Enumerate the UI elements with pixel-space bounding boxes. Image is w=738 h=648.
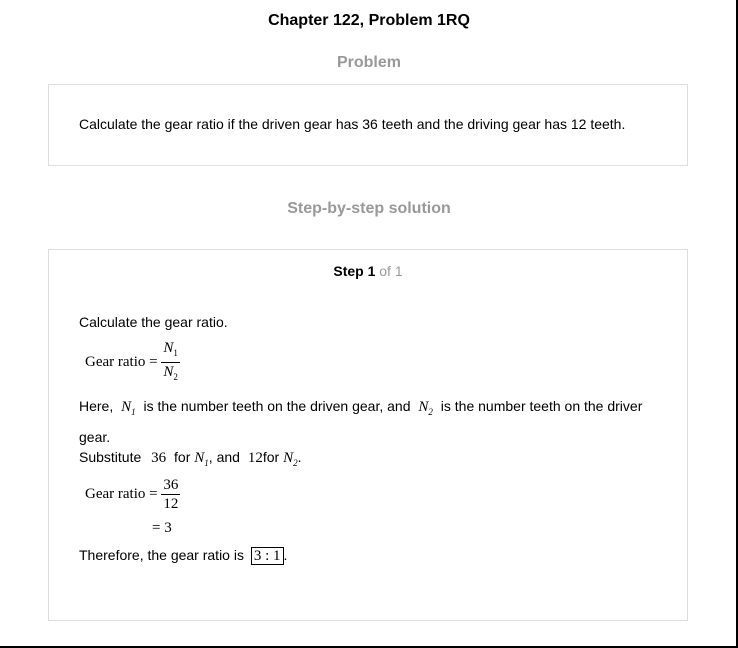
answer-box: 3 : 1 [251, 547, 284, 565]
formula-label-2: Gear ratio = [85, 485, 158, 502]
definition-text [79, 394, 669, 450]
conclusion-prefix: Therefore, the gear ratio is [79, 547, 244, 563]
problem-text: Calculate the gear ratio if the driven gear has 36 teeth and the driving gear has 12 teeth. [79, 116, 626, 132]
period: . [297, 449, 302, 465]
numerator-var: N [163, 340, 174, 356]
intro-text: Calculate the gear ratio. [79, 314, 228, 330]
step-label: Step 1 [333, 263, 376, 279]
step-indicator [49, 263, 687, 279]
value-36: 36 [151, 450, 167, 466]
gear-ratio-formula [85, 339, 180, 386]
formula-label: Gear ratio = [85, 353, 158, 370]
subst-prefix: Substitute [79, 449, 142, 465]
step-of: of 1 [379, 263, 403, 279]
substituted-formula [85, 476, 180, 513]
var-n1: $N_1$ [121, 399, 136, 417]
numerator-sub: 1 [173, 348, 178, 358]
formula-fraction [161, 339, 180, 386]
problem-heading: Problem [336, 54, 401, 71]
substitute-text [79, 448, 301, 472]
value-12: 12 [247, 450, 263, 466]
var-n2-sub: $N_2$ [283, 450, 298, 468]
for-word-1: for [174, 449, 191, 465]
for-word-2: for [262, 449, 280, 465]
var-n2: $N_2$ [418, 399, 433, 417]
denominator-sub: 2 [173, 372, 178, 382]
fraction-denominator: 12 [163, 496, 179, 512]
denominator-var: N [163, 364, 174, 380]
page-title: Chapter 122, Problem 1RQ [268, 12, 470, 29]
problem-box [48, 84, 688, 166]
var-n1-sub: $N_1$ [194, 450, 209, 468]
solution-box [48, 249, 688, 621]
here-mid: is the number teeth on the driven gear, and [143, 398, 411, 414]
and-word: , and [208, 449, 240, 465]
here-prefix: Here, [79, 398, 114, 414]
conclusion-period: . [283, 547, 288, 563]
solution-heading: Step-by-step solution [287, 200, 451, 217]
value-fraction [161, 476, 180, 513]
conclusion-text [79, 546, 287, 565]
result-line: = 3 [152, 520, 172, 536]
fraction-numerator: 36 [163, 477, 179, 493]
here-end: is the number teeth on the driver gear. [79, 398, 643, 445]
